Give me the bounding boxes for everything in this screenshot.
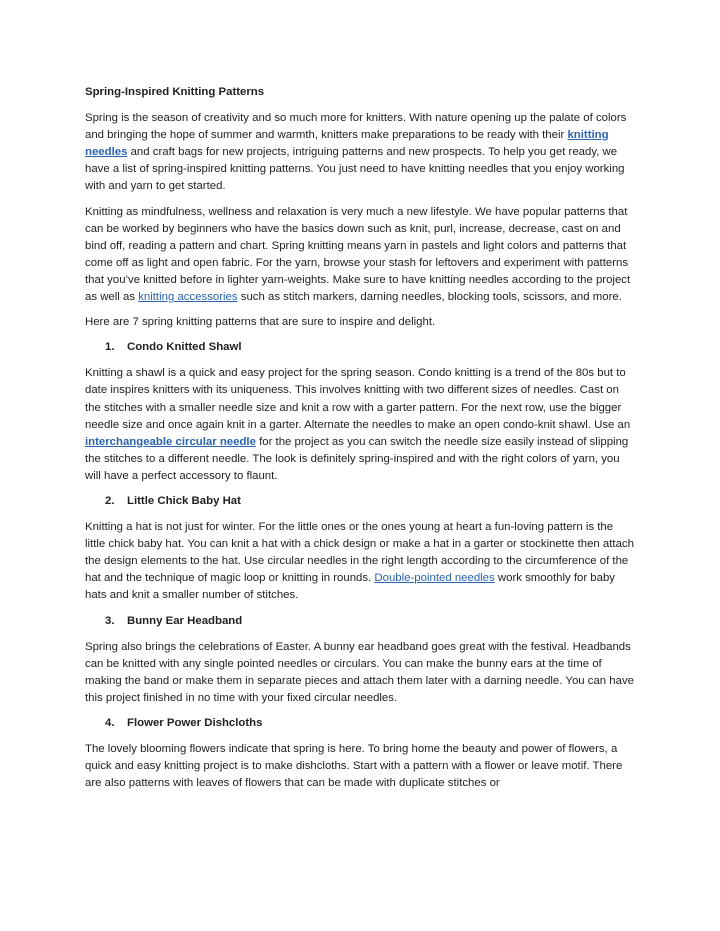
item-1-paragraph <box>85 365 636 485</box>
intro-text-1: Spring is the season of creativity and so much more for knitters. With nature opening up the palate of colors and bringing the hope of summer and warmth, knitters make preparations to be ready with their <box>85 112 627 142</box>
item-1-text-1: Knitting a shawl is a quick and easy project for the spring season. Condo knitting is a trend of the 80s but to date inspires knitters with its uniqueness. This involves knitting with two different sizes of needles. Cast on the stitches with a smaller needle size and knit a row with a garter pattern. For the next row, use the bigger needle size and once again knit in a garter. Alternate the needles to make an open condo-knit shawl. Use an <box>85 367 631 431</box>
item-4-heading <box>85 715 636 732</box>
mindfulness-text-1: Knitting as mindfulness, wellness and relaxation is very much a new lifestyle. We have popular patterns that can be worked by beginners who have the basics down such as knit, purl, increase, decrease, cast on and bind off, reading a pattern and chart. Spring knitting means yarn in pastels and light colors and patterns that come off as light and open fabric. For the yarn, browse your stash for leftovers and experiment with patterns that you’ve knitted before in lighter yarn-weights. Make sure to have knitting needles according to the project as well as <box>85 205 631 304</box>
interchangeable-circular-needle-link[interactable]: interchangeable circular needle <box>85 435 256 448</box>
knitting-accessories-link[interactable]: knitting accessories <box>138 291 238 304</box>
item-4-number: 4. <box>105 717 115 729</box>
item-1-number: 1. <box>105 341 115 354</box>
knitting-needles-link[interactable]: knitting needles <box>85 129 609 159</box>
item-1-title: Condo Knitted Shawl <box>127 341 242 354</box>
intro-paragraph <box>85 110 636 195</box>
item-4-title: Flower Power Dishcloths <box>127 717 263 729</box>
item-1-heading <box>85 339 636 356</box>
item-3-title: Bunny Ear Headband <box>127 614 243 627</box>
item-2-paragraph <box>85 519 636 604</box>
item-4-paragraph: The lovely blooming flowers indicate that spring is here. To bring home the beauty and power of flowers, a quick and easy knitting project is to make dishcloths. Start with a pattern with a flower or leave motif. There are also patterns with leaves of flowers that can be made with duplicate stitches or <box>85 743 623 790</box>
double-pointed-needles-link[interactable]: Double-pointed needles <box>374 572 495 585</box>
item-3-paragraph: Spring also brings the celebrations of Easter. A bunny ear headband goes great with the festival. Headbands can be knitted with any single pointed needles or circulars. You can make the bunny ears at the time of making the band or make them in separate pieces and attach them later with a darning needle. You can have this project finished in no time with your fixed circular needles. <box>85 640 635 704</box>
item-1-text-2: for the project as you can switch the needle size easily instead of slipping the stitches to a different needle. The look is definitely spring-inspired and with the right colors of yarn, you will have a perfect accessory to flaunt. <box>85 435 629 482</box>
mindfulness-paragraph <box>85 204 636 307</box>
item-2-title: Little Chick Baby Hat <box>127 494 241 507</box>
document-title: Spring-Inspired Knitting Patterns <box>85 86 265 98</box>
item-3-heading <box>85 613 636 630</box>
item-3-number: 3. <box>105 614 115 627</box>
item-2-number: 2. <box>105 494 115 507</box>
list-intro-paragraph: Here are 7 spring knitting patterns that are sure to inspire and delight. <box>85 316 436 329</box>
mindfulness-text-2: such as stitch markers, darning needles, blocking tools, scissors, and more. <box>237 291 622 304</box>
item-2-heading <box>85 493 636 510</box>
item-2-text-1: Knitting a hat is not just for winter. For the little ones or the ones young at heart a fun-loving pattern is the little chick baby hat. You can knit a hat with a chick design or make a hat in a garter or stockinette then attach the design elements to the hat. Use circular needles in the right length according to the circumference of the hat and the technique of magic loop or knitting in rounds. <box>85 521 634 585</box>
item-2-text-2: work smoothly for baby hats and knit a smaller number of stitches. <box>85 572 615 602</box>
intro-text-2: and craft bags for new projects, intriguing patterns and new prospects. To help you get ready, we have a list of spring-inspired knitting patterns. You just need to have knitting needles that you enjoy working with and yarn to get started. <box>85 146 625 193</box>
